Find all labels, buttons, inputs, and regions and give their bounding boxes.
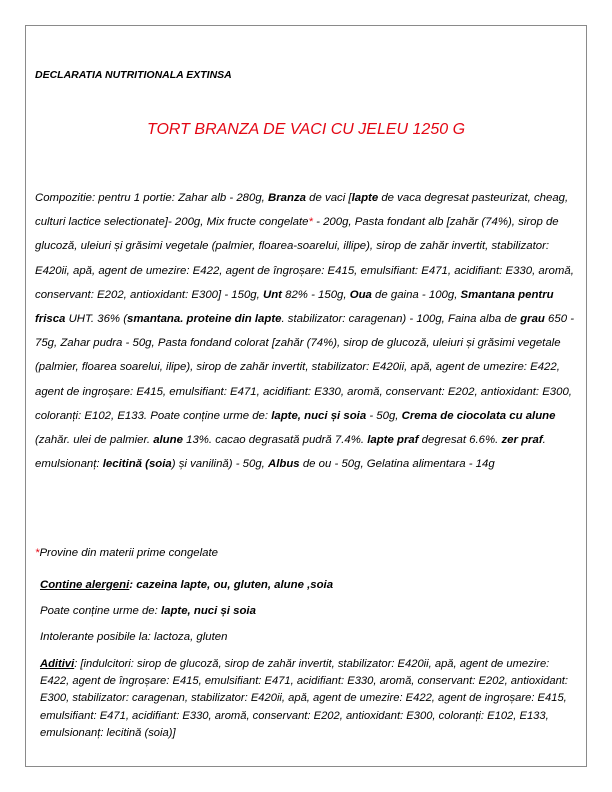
document-heading: DECLARATIA NUTRITIONALA EXTINSA	[35, 69, 232, 81]
frozen-note-asterisk: *	[35, 547, 40, 559]
frozen-note-text: Provine din materii prime congelate	[39, 547, 218, 559]
allergen-highlight: Crema de ciocolata cu alune	[401, 409, 556, 422]
composition-text: de gaina - 100g,	[371, 288, 461, 301]
composition-text: UHT. 36% (	[65, 313, 128, 326]
composition-text: de vaca degresat pasteurizat, cheag, culturi lactice selectionate]- 200g, Mix fructe congelate	[35, 192, 569, 229]
composition-text: . stabilizator: caragenan) - 100g, Faina alba de	[281, 313, 521, 326]
composition-text: degresat 6.6%.	[418, 434, 502, 447]
allergen-highlight: zer praf	[501, 434, 543, 447]
allergen-highlight: lecitină (soia	[102, 458, 172, 471]
allergen-highlight: grau	[520, 313, 545, 326]
composition-text: de ou - 50g, Gelatina alimentara - 14g	[299, 458, 495, 471]
additives-paragraph	[40, 656, 575, 742]
composition-text: 82% - 150g,	[281, 288, 350, 301]
composition-text: . emulsionanț:	[35, 434, 546, 471]
allergen-highlight: Smantana pentru frisca	[35, 288, 554, 326]
composition-text: de vaci [	[306, 192, 352, 204]
frozen-asterisk: *	[308, 216, 313, 229]
frozen-note	[35, 547, 218, 559]
intolerances-line: Intolerante posibile la: lactoza, gluten	[40, 631, 228, 643]
composition-text: 650 - 75g, Zahar pudra - 50g, Pasta fondand colorat [zahăr (74%), sirop de glucoză, uleiuri și grăsimi vegetale (palmier, floarea soarelui, ilipe), sirop de zahăr invertit, stabilizator: E420ii, apă, agent de umezire: E422, agent de ingroșare: E415, emulsifiant: E471, acidifiant: E330, aromă, conservant: E202, antioxidant: E300, coloranți: E102, E133. Poate conține urme de:	[35, 313, 575, 422]
allergen-highlight: lapte praf	[367, 434, 419, 447]
composition-text: ) și vanilină) - 50g,	[171, 458, 268, 471]
composition-paragraph	[35, 186, 583, 476]
allergen-highlight: alune	[153, 434, 183, 447]
allergen-highlight: lapte	[351, 192, 379, 204]
composition-text: Compozitie: pentru 1 portie: Zahar alb - 280g,	[35, 192, 269, 204]
composition-text: - 200g, Pasta fondant alb [zahăr (74%), sirop de glucoză, uleiuri și grăsimi vegetale (palmier, floarea-soarelui, illipe), sirop de zahăr invertit, stabilizator: E420ii, apă, agent de umezire: E422, agent de îngroșare: E415, emulsifiant: E471, acidifiant: E330, aromă, conservant: E202, antioxidant: E300] - 150g,	[35, 216, 574, 301]
allergens-value: : cazeina lapte, ou, gluten, alune ,soia	[129, 579, 334, 591]
additives-label: Aditivi	[40, 658, 75, 670]
allergen-highlight: Albus	[268, 458, 300, 471]
allergens-line	[40, 579, 333, 591]
allergen-highlight: Unt	[262, 288, 282, 301]
allergens-label: Contine alergeni	[40, 579, 130, 591]
composition-text: - 50g,	[366, 409, 402, 422]
traces-label: Poate conține urme de:	[40, 605, 161, 617]
composition-text: (zahăr. ulei de palmier.	[35, 434, 154, 447]
allergen-highlight: Oua	[349, 288, 372, 301]
allergen-highlight: Branza	[268, 192, 306, 204]
traces-line	[40, 605, 256, 617]
allergen-highlight: smantana. proteine din lapte	[127, 313, 282, 326]
product-title: TORT BRANZA DE VACI CU JELEU 1250 G	[146, 121, 466, 138]
composition-text: 13%. cacao degrasată pudră 7.4%.	[182, 434, 368, 447]
traces-value: lapte, nuci și soia	[160, 605, 256, 617]
allergen-highlight: lapte, nuci și soia	[271, 409, 367, 422]
additives-value: : [indulcitori: sirop de glucoză, sirop de zahăr invertit, stabilizator: E420ii, apă, agent de umezire: E422, agent de îngroșare: E415, emulsifiant: E471, acidifiant: E330, aromă, conservant: E202, antioxidant: E300, stabilizator: caragenan, stabilizator: E420ii, apă, agent de umezire: E422, agent de ingroșare: E415, emulsifiant: E471, acidifiant: E330, aromă, conservant: E202, antioxidant: E300, coloranți: E102, E133, emulsionanț: lecitină (soia)]	[40, 658, 569, 739]
